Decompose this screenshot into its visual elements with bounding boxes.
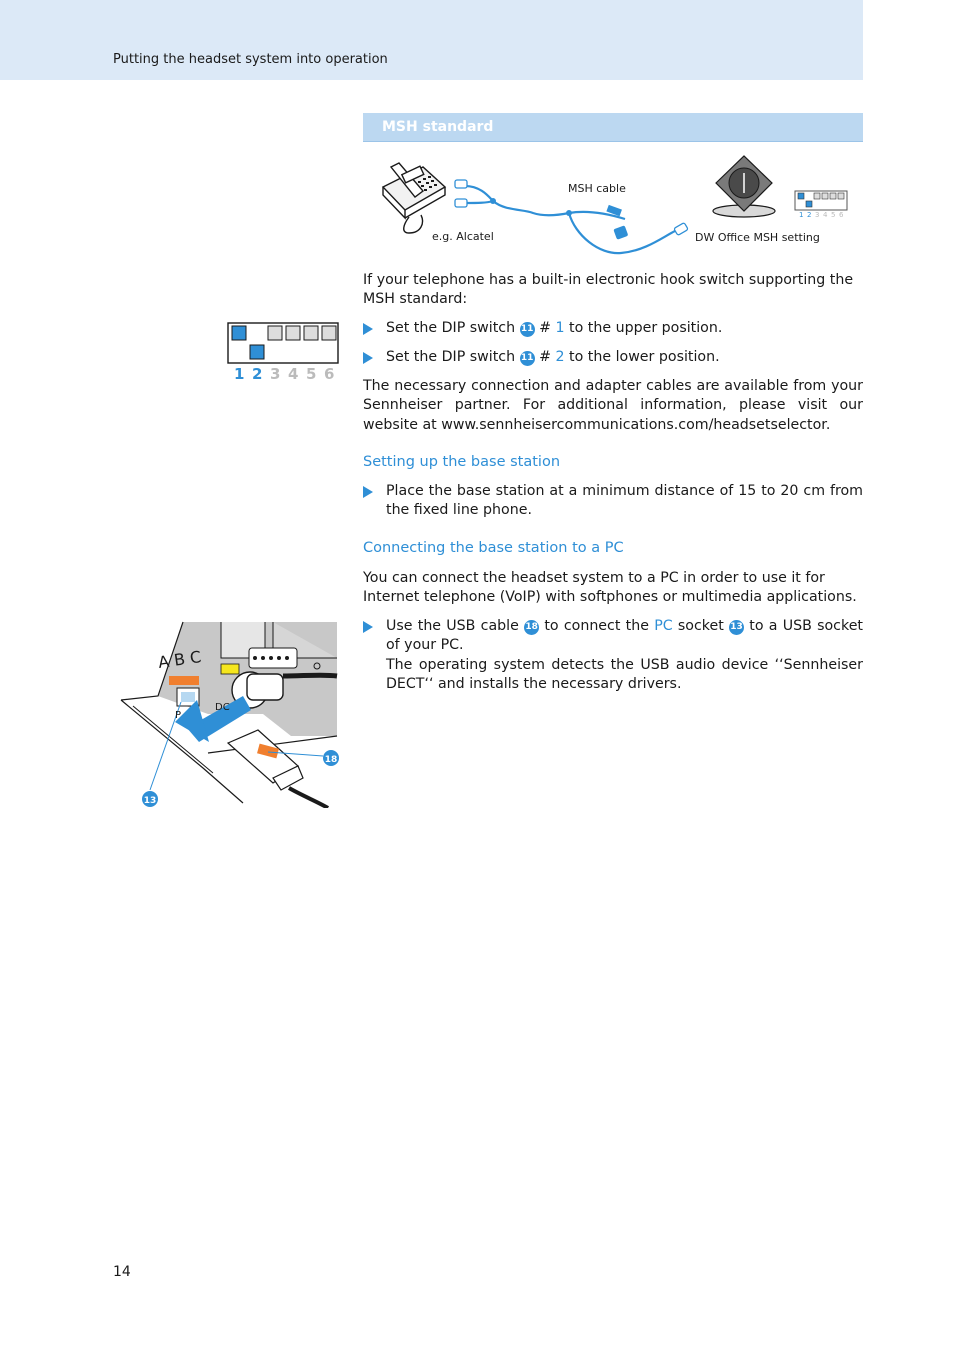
bullet-arrow-icon: [363, 621, 373, 633]
telephone-icon: [383, 163, 445, 233]
callout-13: 13: [729, 620, 744, 635]
step-place-base: [363, 482, 863, 521]
step4-a: Use the USB cable: [386, 618, 525, 634]
step4-line2: The operating system detects the USB audio device ‘‘Sennheiser DECT‘‘ and installs the necessary drivers.: [386, 656, 863, 693]
setting-label: DW Office MSH setting: [695, 231, 820, 244]
switch-number-1: 1: [555, 320, 565, 336]
socket-p-label: P: [175, 710, 182, 721]
small-dip-num-6: 6: [839, 211, 844, 219]
callout-18: 18: [524, 620, 539, 635]
step2-hash: #: [534, 349, 556, 365]
callout-11: 11: [520, 322, 535, 337]
callout-13-text: 13: [143, 796, 157, 806]
step4-b: to connect the: [539, 618, 655, 634]
step3-text: Place the base station at a minimum distance of 15 to 20 cm from the fixed line phone.: [386, 483, 863, 519]
step2-post: to the lower position.: [564, 349, 720, 365]
bullet-arrow-icon: [363, 352, 373, 364]
callout-18-badge: [323, 750, 339, 766]
msh-connection-figure: [363, 145, 863, 265]
subheading-pc: Connecting the base station to a PC: [363, 540, 624, 556]
pc-paragraph: You can connect the headset system to a PC in order to use it for Internet telephone (VoIP) with softphones or multimedia applications.: [363, 570, 857, 606]
small-dip-num-1: 1: [799, 211, 804, 219]
small-dip-switch-icon: [795, 191, 847, 210]
header-title: Putting the headset system into operation: [113, 52, 388, 67]
bullet-arrow-icon: [363, 486, 373, 498]
pc-socket-label: PC: [654, 618, 673, 634]
dip-num-1: 1: [234, 365, 245, 383]
subheading-setup: Setting up the base station: [363, 454, 561, 470]
step1-text: Set the DIP switch: [386, 320, 520, 336]
step-usb: [363, 617, 863, 695]
step4-d: to a USB socket of your PC.: [386, 618, 863, 654]
step-dip-1: [363, 319, 863, 338]
page-header: [0, 0, 863, 80]
dip-num-4: 4: [288, 365, 299, 383]
dip-num-2: 2: [252, 365, 263, 383]
step2-text: Set the DIP switch: [386, 349, 520, 365]
section-bar: [363, 113, 863, 142]
intro-paragraph: If your telephone has a built-in electronic hook switch supporting the MSH standard:: [363, 272, 854, 308]
callout-11: 11: [520, 351, 535, 366]
callout-18-text: 18: [324, 755, 338, 765]
step1-post: to the upper position.: [564, 320, 723, 336]
msh-cable-label: MSH cable: [568, 182, 626, 195]
step4-c: socket: [672, 618, 730, 634]
phone-label: e.g. Alcatel: [432, 230, 494, 243]
small-dip-num-5: 5: [831, 211, 836, 219]
dip-num-3: 3: [270, 365, 281, 383]
switch-number-2: 2: [555, 349, 565, 365]
dip-num-6: 6: [324, 365, 335, 383]
dip-num-5: 5: [306, 365, 317, 383]
step-dip-2: [363, 348, 863, 367]
page-number: 14: [113, 1264, 131, 1280]
socket-dc-label: DC: [215, 702, 230, 713]
cables-paragraph: The necessary connection and adapter cables are available from your Sennheiser partner. For additional information, please visit our website at www.sennheisercommunications.com/headsetselector.: [363, 378, 863, 433]
bullet-arrow-icon: [363, 323, 373, 335]
section-title: MSH standard: [382, 119, 494, 135]
base-station-icon: [713, 156, 775, 217]
small-dip-num-4: 4: [823, 211, 828, 219]
small-dip-num-2: 2: [807, 211, 812, 219]
dip-switch-figure: [227, 322, 341, 384]
step1-hash: #: [534, 320, 556, 336]
small-dip-num-3: 3: [815, 211, 820, 219]
socket-letters: A B C: [156, 647, 203, 672]
callout-13-badge: [142, 791, 158, 807]
usb-connection-figure: [113, 618, 343, 808]
